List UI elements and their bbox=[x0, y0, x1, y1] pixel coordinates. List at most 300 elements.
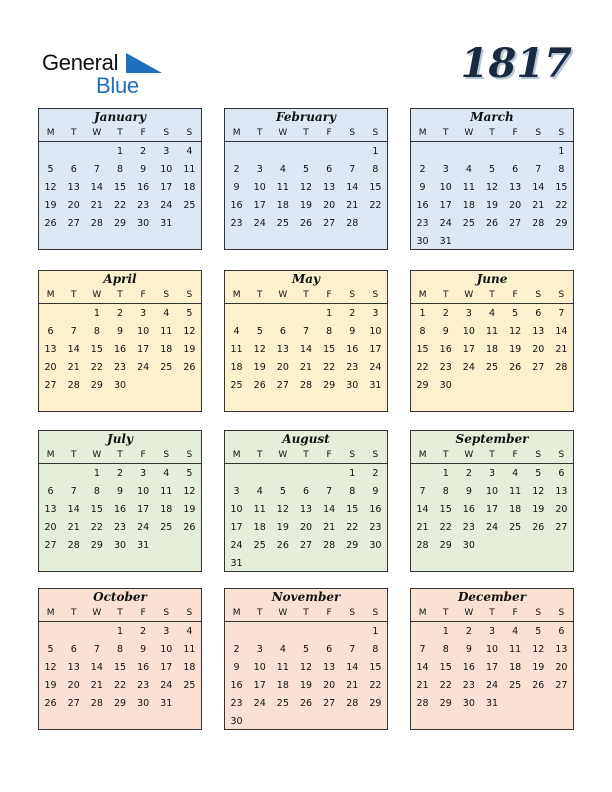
day-cell: 28 bbox=[90, 698, 103, 709]
day-cell: 27 bbox=[299, 540, 313, 551]
day-cell: 7 bbox=[535, 164, 542, 175]
day-cell: 13 bbox=[323, 662, 336, 673]
weekday-label: F bbox=[512, 450, 518, 460]
day-cell: 9 bbox=[465, 486, 472, 497]
day-cell: 6 bbox=[279, 326, 286, 337]
day-cell: 15 bbox=[369, 662, 382, 673]
day-cell: 15 bbox=[439, 504, 452, 515]
weekday-label: S bbox=[163, 450, 170, 460]
day-cell: 18 bbox=[509, 504, 522, 515]
day-cell: 19 bbox=[485, 200, 499, 211]
day-cell: 3 bbox=[488, 468, 496, 479]
weekday-label: S bbox=[186, 128, 193, 138]
weekday-header-row bbox=[411, 288, 573, 304]
month-title: February bbox=[275, 110, 336, 124]
day-cell: 16 bbox=[346, 344, 359, 355]
month-may bbox=[224, 270, 388, 412]
month-title: September bbox=[455, 432, 529, 446]
empty-day-cell bbox=[341, 623, 364, 641]
day-cell: 6 bbox=[326, 164, 333, 175]
day-cell: 19 bbox=[509, 344, 522, 355]
day-cell: 28 bbox=[532, 218, 545, 229]
weekday-label: T bbox=[489, 290, 495, 300]
day-cell: 16 bbox=[439, 344, 452, 355]
weekday-label: T bbox=[117, 290, 123, 300]
weekday-label: M bbox=[46, 450, 55, 460]
day-cell: 20 bbox=[67, 680, 80, 691]
day-cell: 18 bbox=[160, 344, 173, 355]
month-title: July bbox=[107, 432, 133, 446]
day-cell: 12 bbox=[183, 326, 196, 337]
empty-day-cell bbox=[248, 143, 271, 161]
day-cell: 15 bbox=[90, 344, 103, 355]
day-cell: 25 bbox=[509, 680, 522, 691]
day-cell: 4 bbox=[465, 164, 472, 175]
weekday-label: S bbox=[372, 290, 379, 300]
day-cell: 21 bbox=[532, 200, 545, 211]
day-cell: 17 bbox=[137, 504, 150, 515]
day-cell: 3 bbox=[256, 644, 263, 655]
day-cell: 18 bbox=[183, 182, 196, 193]
day-cell: 6 bbox=[535, 308, 542, 319]
empty-day-cell bbox=[39, 305, 62, 323]
day-cell: 3 bbox=[256, 164, 263, 175]
weekday-label: W bbox=[92, 128, 102, 138]
day-cell: 7 bbox=[93, 164, 100, 175]
day-cell: 21 bbox=[346, 200, 359, 211]
day-cell: 7 bbox=[326, 486, 333, 497]
day-cell: 30 bbox=[113, 540, 127, 551]
day-cell: 13 bbox=[555, 486, 568, 497]
day-cell: 24 bbox=[485, 680, 499, 691]
brand-logo bbox=[42, 50, 162, 98]
day-cell: 30 bbox=[230, 716, 243, 727]
day-cell: 14 bbox=[346, 182, 359, 193]
weekday-label: W bbox=[92, 450, 102, 460]
weekday-label: W bbox=[278, 290, 288, 300]
weekday-label: F bbox=[326, 450, 332, 460]
day-cell: 25 bbox=[485, 362, 499, 373]
day-cell: 27 bbox=[44, 380, 57, 391]
weekday-label: T bbox=[442, 608, 449, 618]
day-cell: 20 bbox=[323, 680, 336, 691]
day-cell: 6 bbox=[558, 468, 565, 479]
weekday-label: S bbox=[535, 608, 542, 618]
empty-day-cell bbox=[527, 143, 550, 161]
day-cell: 18 bbox=[462, 200, 475, 211]
day-cell: 4 bbox=[163, 468, 170, 479]
day-cell: 7 bbox=[349, 164, 356, 175]
day-cell: 31 bbox=[160, 218, 173, 229]
day-cell: 17 bbox=[253, 200, 266, 211]
day-cell: 25 bbox=[462, 218, 475, 229]
day-cell: 27 bbox=[532, 362, 545, 373]
day-cell: 27 bbox=[323, 218, 336, 229]
day-cell: 22 bbox=[439, 680, 452, 691]
day-grid bbox=[411, 304, 573, 395]
day-cell: 19 bbox=[276, 522, 289, 533]
day-cell: 6 bbox=[512, 164, 519, 175]
empty-day-cell bbox=[504, 143, 527, 161]
day-cell: 31 bbox=[230, 558, 243, 569]
empty-day-cell bbox=[248, 305, 271, 323]
empty-day-cell bbox=[225, 465, 248, 483]
day-cell: 12 bbox=[532, 486, 545, 497]
day-cell: 31 bbox=[369, 380, 382, 391]
day-cell: 14 bbox=[346, 662, 359, 673]
empty-day-cell bbox=[294, 143, 317, 161]
weekday-header-row bbox=[411, 126, 573, 142]
day-cell: 22 bbox=[369, 200, 382, 211]
day-cell: 3 bbox=[163, 146, 170, 157]
day-cell: 2 bbox=[419, 164, 426, 175]
day-cell: 5 bbox=[279, 486, 286, 497]
day-cell: 7 bbox=[70, 326, 77, 337]
day-cell: 10 bbox=[137, 486, 150, 497]
day-cell: 6 bbox=[302, 486, 310, 497]
day-cell: 1 bbox=[372, 626, 379, 637]
day-cell: 1 bbox=[372, 146, 379, 157]
weekday-label: S bbox=[535, 290, 542, 300]
day-cell: 9 bbox=[233, 182, 240, 193]
weekday-label: W bbox=[278, 608, 288, 618]
day-cell: 3 bbox=[163, 626, 170, 637]
weekday-header-row bbox=[39, 126, 201, 142]
day-cell: 29 bbox=[555, 218, 568, 229]
day-cell: 5 bbox=[47, 164, 54, 175]
weekday-label: W bbox=[464, 128, 474, 138]
day-cell: 30 bbox=[462, 698, 475, 709]
day-cell: 27 bbox=[509, 218, 522, 229]
day-cell: 11 bbox=[276, 182, 289, 193]
weekday-label: T bbox=[256, 450, 263, 460]
day-cell: 21 bbox=[346, 680, 359, 691]
day-cell: 30 bbox=[462, 540, 475, 551]
day-cell: 28 bbox=[67, 540, 80, 551]
day-cell: 29 bbox=[416, 380, 429, 391]
empty-day-cell bbox=[248, 623, 271, 641]
day-cell: 22 bbox=[90, 362, 103, 373]
day-cell: 15 bbox=[416, 344, 429, 355]
day-cell: 18 bbox=[253, 522, 266, 533]
day-cell: 29 bbox=[113, 218, 127, 229]
day-cell: 17 bbox=[253, 680, 266, 691]
day-cell: 25 bbox=[160, 522, 173, 533]
day-cell: 18 bbox=[509, 662, 522, 673]
weekday-label: S bbox=[163, 128, 170, 138]
day-cell: 17 bbox=[160, 182, 173, 193]
empty-day-cell bbox=[271, 465, 294, 483]
day-cell: 11 bbox=[253, 504, 266, 515]
day-cell: 2 bbox=[116, 468, 124, 479]
day-cell: 15 bbox=[113, 182, 127, 193]
day-cell: 19 bbox=[532, 662, 545, 673]
weekday-label: T bbox=[442, 290, 449, 300]
weekday-label: F bbox=[512, 608, 518, 618]
day-grid bbox=[225, 142, 387, 233]
weekday-label: T bbox=[303, 290, 309, 300]
weekday-label: W bbox=[92, 290, 102, 300]
day-cell: 13 bbox=[67, 182, 80, 193]
day-cell: 16 bbox=[416, 200, 429, 211]
day-cell: 8 bbox=[372, 164, 379, 175]
weekday-label: T bbox=[117, 608, 123, 618]
day-cell: 12 bbox=[299, 662, 313, 673]
weekday-label: F bbox=[140, 290, 146, 300]
day-cell: 13 bbox=[276, 344, 289, 355]
month-title: October bbox=[93, 590, 147, 604]
day-cell: 4 bbox=[163, 308, 170, 319]
empty-day-cell bbox=[294, 623, 317, 641]
day-cell: 23 bbox=[462, 522, 475, 533]
day-cell: 4 bbox=[512, 626, 519, 637]
day-cell: 30 bbox=[137, 218, 150, 229]
empty-day-cell bbox=[85, 143, 108, 161]
weekday-label: W bbox=[278, 450, 288, 460]
weekday-label: M bbox=[418, 608, 427, 618]
day-cell: 19 bbox=[299, 200, 313, 211]
weekday-label: W bbox=[464, 450, 474, 460]
weekday-label: M bbox=[232, 128, 241, 138]
day-cell: 7 bbox=[70, 486, 77, 497]
day-cell: 11 bbox=[462, 182, 475, 193]
day-cell: 20 bbox=[555, 662, 568, 673]
day-cell: 19 bbox=[44, 680, 57, 691]
day-cell: 14 bbox=[323, 504, 336, 515]
empty-day-cell bbox=[225, 143, 248, 161]
month-december bbox=[410, 588, 574, 730]
day-cell: 23 bbox=[137, 680, 150, 691]
day-cell: 17 bbox=[230, 522, 243, 533]
logo-word-blue: Blue bbox=[96, 73, 139, 98]
weekday-label: F bbox=[512, 290, 518, 300]
day-cell: 5 bbox=[512, 308, 519, 319]
day-cell: 13 bbox=[532, 326, 545, 337]
day-cell: 16 bbox=[230, 680, 243, 691]
weekday-label: S bbox=[186, 608, 193, 618]
day-cell: 23 bbox=[230, 218, 243, 229]
weekday-header-row bbox=[225, 288, 387, 304]
day-cell: 10 bbox=[253, 662, 266, 673]
day-cell: 2 bbox=[233, 644, 240, 655]
day-cell: 12 bbox=[253, 344, 266, 355]
day-cell: 26 bbox=[532, 522, 545, 533]
day-cell: 8 bbox=[372, 644, 379, 655]
day-cell: 22 bbox=[439, 522, 452, 533]
day-cell: 12 bbox=[509, 326, 522, 337]
day-cell: 10 bbox=[369, 326, 382, 337]
day-cell: 6 bbox=[558, 626, 565, 637]
day-cell: 30 bbox=[369, 540, 382, 551]
day-cell: 20 bbox=[555, 504, 568, 515]
day-cell: 6 bbox=[326, 644, 333, 655]
day-cell: 16 bbox=[113, 344, 127, 355]
empty-day-cell bbox=[434, 143, 457, 161]
day-cell: 13 bbox=[323, 182, 336, 193]
day-cell: 1 bbox=[116, 146, 124, 157]
weekday-label: T bbox=[117, 128, 123, 138]
day-cell: 10 bbox=[485, 486, 499, 497]
weekday-label: T bbox=[489, 128, 495, 138]
weekday-label: T bbox=[256, 128, 263, 138]
weekday-label: W bbox=[92, 608, 102, 618]
day-cell: 13 bbox=[509, 182, 522, 193]
day-cell: 20 bbox=[44, 522, 57, 533]
weekday-label: S bbox=[535, 128, 542, 138]
day-cell: 7 bbox=[349, 644, 356, 655]
month-title: March bbox=[470, 110, 514, 124]
day-cell: 25 bbox=[509, 522, 522, 533]
day-cell: 5 bbox=[302, 644, 310, 655]
day-cell: 2 bbox=[442, 308, 449, 319]
empty-day-cell bbox=[341, 143, 364, 161]
day-cell: 24 bbox=[160, 200, 173, 211]
day-cell: 11 bbox=[230, 344, 243, 355]
empty-day-cell bbox=[39, 623, 62, 641]
empty-day-cell bbox=[271, 143, 294, 161]
day-cell: 2 bbox=[233, 164, 240, 175]
day-cell: 27 bbox=[323, 698, 336, 709]
day-cell: 12 bbox=[276, 504, 289, 515]
day-grid bbox=[39, 142, 201, 233]
logo-triangle-icon bbox=[126, 53, 162, 73]
day-cell: 29 bbox=[90, 540, 103, 551]
weekday-header-row bbox=[225, 126, 387, 142]
day-cell: 27 bbox=[555, 680, 568, 691]
weekday-label: F bbox=[140, 608, 146, 618]
day-cell: 8 bbox=[326, 326, 333, 337]
day-cell: 12 bbox=[44, 182, 57, 193]
day-cell: 17 bbox=[137, 344, 150, 355]
day-cell: 12 bbox=[485, 182, 499, 193]
weekday-label: T bbox=[442, 450, 449, 460]
day-cell: 22 bbox=[555, 200, 568, 211]
day-cell: 12 bbox=[183, 486, 196, 497]
day-cell: 19 bbox=[299, 680, 313, 691]
day-cell: 24 bbox=[253, 698, 266, 709]
day-cell: 26 bbox=[276, 540, 289, 551]
weekday-label: T bbox=[489, 608, 495, 618]
weekday-label: S bbox=[372, 128, 379, 138]
day-cell: 18 bbox=[183, 662, 196, 673]
day-cell: 15 bbox=[90, 504, 103, 515]
weekday-label: T bbox=[70, 450, 77, 460]
day-cell: 30 bbox=[416, 236, 429, 247]
day-cell: 1 bbox=[326, 308, 333, 319]
day-cell: 25 bbox=[253, 540, 266, 551]
day-cell: 12 bbox=[299, 182, 313, 193]
day-cell: 28 bbox=[299, 380, 313, 391]
day-cell: 28 bbox=[323, 540, 336, 551]
day-cell: 19 bbox=[183, 344, 196, 355]
weekday-label: M bbox=[232, 608, 241, 618]
day-cell: 24 bbox=[137, 522, 150, 533]
month-title: January bbox=[94, 110, 146, 124]
empty-day-cell bbox=[411, 465, 434, 483]
day-cell: 11 bbox=[160, 326, 173, 337]
month-january bbox=[38, 108, 202, 250]
day-cell: 20 bbox=[532, 344, 545, 355]
weekday-header-row bbox=[225, 448, 387, 464]
day-cell: 4 bbox=[256, 486, 263, 497]
month-title: August bbox=[282, 432, 330, 446]
day-cell: 10 bbox=[485, 644, 499, 655]
day-cell: 25 bbox=[276, 698, 289, 709]
day-cell: 8 bbox=[558, 164, 565, 175]
weekday-label: F bbox=[140, 128, 146, 138]
day-cell: 20 bbox=[44, 362, 57, 373]
day-cell: 11 bbox=[183, 644, 196, 655]
day-cell: 24 bbox=[462, 362, 475, 373]
day-cell: 11 bbox=[509, 644, 522, 655]
day-cell: 10 bbox=[230, 504, 243, 515]
day-cell: 30 bbox=[346, 380, 359, 391]
day-cell: 26 bbox=[299, 698, 313, 709]
day-cell: 18 bbox=[160, 504, 173, 515]
day-cell: 3 bbox=[488, 626, 496, 637]
empty-day-cell bbox=[271, 305, 294, 323]
day-cell: 21 bbox=[67, 522, 80, 533]
day-cell: 22 bbox=[323, 362, 336, 373]
month-april bbox=[38, 270, 202, 412]
day-cell: 4 bbox=[279, 164, 286, 175]
day-cell: 9 bbox=[140, 644, 147, 655]
day-cell: 6 bbox=[70, 164, 77, 175]
day-cell: 28 bbox=[416, 540, 429, 551]
day-cell: 1 bbox=[116, 626, 124, 637]
empty-day-cell bbox=[225, 623, 248, 641]
day-cell: 29 bbox=[439, 698, 452, 709]
day-cell: 14 bbox=[299, 344, 313, 355]
day-cell: 1 bbox=[442, 626, 449, 637]
weekday-label: M bbox=[232, 450, 241, 460]
empty-day-cell bbox=[480, 143, 503, 161]
day-cell: 5 bbox=[488, 164, 496, 175]
day-cell: 20 bbox=[509, 200, 522, 211]
day-cell: 9 bbox=[349, 326, 356, 337]
day-cell: 11 bbox=[276, 662, 289, 673]
weekday-label: S bbox=[558, 128, 565, 138]
day-cell: 16 bbox=[137, 182, 150, 193]
month-title: June bbox=[476, 272, 508, 286]
weekday-label: T bbox=[303, 608, 309, 618]
day-cell: 1 bbox=[558, 146, 565, 157]
weekday-label: S bbox=[349, 290, 356, 300]
day-cell: 24 bbox=[253, 218, 266, 229]
day-cell: 29 bbox=[439, 540, 452, 551]
day-cell: 3 bbox=[442, 164, 449, 175]
day-cell: 17 bbox=[485, 504, 499, 515]
day-cell: 6 bbox=[70, 644, 77, 655]
logo-word-general: General bbox=[42, 50, 119, 75]
weekday-label: T bbox=[303, 128, 309, 138]
day-cell: 4 bbox=[512, 468, 519, 479]
day-cell: 21 bbox=[416, 680, 429, 691]
day-cell: 16 bbox=[113, 504, 127, 515]
day-cell: 21 bbox=[416, 522, 429, 533]
day-cell: 7 bbox=[93, 644, 100, 655]
day-cell: 23 bbox=[369, 522, 382, 533]
weekday-header-row bbox=[39, 606, 201, 622]
day-cell: 31 bbox=[485, 698, 499, 709]
weekday-label: F bbox=[326, 128, 332, 138]
day-cell: 3 bbox=[233, 486, 240, 497]
day-cell: 14 bbox=[416, 662, 429, 673]
empty-day-cell bbox=[318, 143, 341, 161]
weekday-label: S bbox=[372, 608, 379, 618]
day-cell: 8 bbox=[93, 486, 100, 497]
month-july bbox=[38, 430, 202, 572]
